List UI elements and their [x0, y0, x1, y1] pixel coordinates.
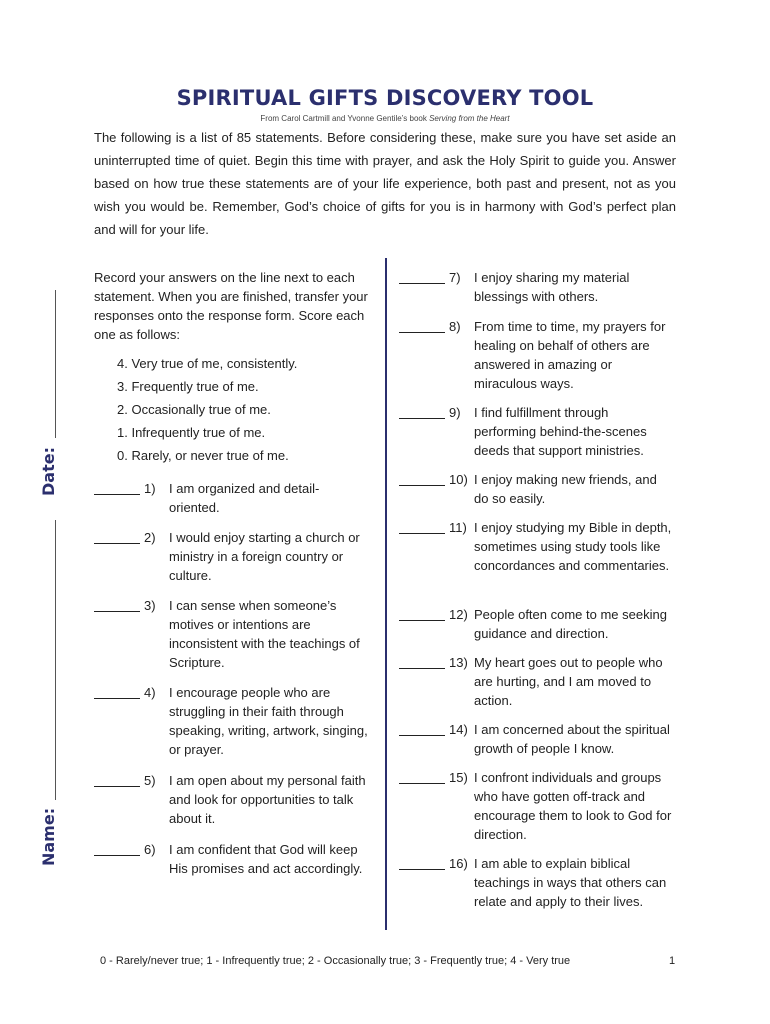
- scale-item: 1. Infrequently true of me.: [117, 425, 266, 440]
- intro-paragraph: The following is a list of 85 statements. Before considering these, make sure you have set aside an uninterrupted time of quiet. Begin this time with prayer, and ask the Holy Spirit to guide you. Answer based on how true these statements are of your life experience, both past and present, not as you wish you would be. Remember, God’s choice of gifts for you is in harmony with God’s perfect plan and will for your life.: [94, 130, 676, 237]
- name-line[interactable]: [55, 520, 56, 800]
- statement-text: I am confident that God will keep His promises and act accordingly.: [169, 842, 363, 876]
- answer-blank[interactable]: [94, 494, 140, 495]
- statement-number: 13): [449, 655, 468, 670]
- statement-number: 16): [449, 856, 468, 871]
- statement-text: I find fulfillment through performing behind-the-scenes deeds that support ministries.: [474, 405, 647, 458]
- answer-blank[interactable]: [399, 783, 445, 784]
- answer-blank[interactable]: [94, 698, 140, 699]
- statement-text: I am concerned about the spiritual growth of people I know.: [474, 722, 670, 756]
- statement-number: 9): [449, 405, 461, 420]
- statement-number: 4): [144, 685, 156, 700]
- statement-number: 11): [449, 520, 467, 535]
- answer-blank[interactable]: [399, 620, 445, 621]
- page-number: 1: [669, 955, 676, 967]
- answer-blank[interactable]: [399, 533, 445, 534]
- answer-blank[interactable]: [94, 611, 140, 612]
- statement-number: 6): [144, 842, 156, 857]
- statement-text: My heart goes out to people who are hurting, and I am moved to action.: [474, 655, 663, 708]
- answer-blank[interactable]: [399, 418, 445, 419]
- statement-text: I am able to explain biblical teachings in ways that others can relate and apply to their lives.: [474, 856, 667, 909]
- statement-number: 8): [449, 319, 461, 334]
- score-scale: [117, 352, 367, 467]
- answer-blank[interactable]: [399, 283, 445, 284]
- answer-blank[interactable]: [94, 786, 140, 787]
- column-divider: [385, 258, 387, 930]
- answer-blank[interactable]: [399, 668, 445, 669]
- statement-text: From time to time, my prayers for healing on behalf of others are answered in amazing or miraculous ways.: [474, 319, 666, 391]
- answer-blank[interactable]: [399, 869, 445, 870]
- statement-text: People often come to me seeking guidance and direction.: [474, 607, 667, 641]
- statement-text: I enjoy sharing my material blessings with others.: [474, 270, 630, 304]
- statement-text: I enjoy making new friends, and do so easily.: [474, 472, 657, 506]
- statement-number: 2): [144, 530, 156, 545]
- answer-blank[interactable]: [399, 332, 445, 333]
- answer-blank[interactable]: [399, 485, 445, 486]
- date-label: Date:: [39, 447, 58, 496]
- statement-text: I confront individuals and groups who have gotten off-track and encourage them to look to God for direction.: [474, 770, 672, 842]
- statement-number: 12): [449, 607, 468, 622]
- source-book-title: Serving from the Heart: [429, 114, 510, 123]
- scale-item: 2. Occasionally true of me.: [117, 402, 271, 417]
- scale-item: 0. Rarely, or never true of me.: [117, 448, 289, 463]
- date-line[interactable]: [55, 290, 56, 438]
- statement-text: I can sense when someone’s motives or intentions are inconsistent with the teachings of Scripture.: [169, 598, 360, 670]
- answer-blank[interactable]: [94, 543, 140, 544]
- statement-text: I am open about my personal faith and look for opportunities to talk about it.: [169, 773, 366, 826]
- footer-scale-key: 0 - Rarely/never true; 1 - Infrequently true; 2 - Occasionally true; 3 - Frequently true; 4 - Very true: [100, 955, 571, 967]
- page-title: SPIRITUAL GIFTS DISCOVERY TOOL: [176, 86, 594, 110]
- statement-number: 7): [449, 270, 461, 285]
- statement-number: 1): [144, 481, 156, 496]
- answer-blank[interactable]: [399, 735, 445, 736]
- statement-number: 14): [449, 722, 468, 737]
- statement-text: I would enjoy starting a church or ministry in a foreign country or culture.: [169, 530, 360, 583]
- name-label: Name:: [39, 807, 58, 866]
- scale-item: 3. Frequently true of me.: [117, 379, 259, 394]
- source-prefix: From Carol Cartmill and Yvonne Gentile’s book: [260, 114, 430, 123]
- scale-item: 4. Very true of me, consistently.: [117, 356, 298, 371]
- answer-blank[interactable]: [94, 855, 140, 856]
- instructions-text: Record your answers on the line next to each statement. When you are finished, transfer your responses onto the response form. Score each one as follows:: [94, 270, 368, 342]
- statement-number: 15): [449, 770, 468, 785]
- statement-number: 5): [144, 773, 156, 788]
- statement-text: I encourage people who are struggling in their faith through speaking, writing, artwork, singing, or prayer.: [169, 685, 368, 757]
- source-citation: [0, 114, 770, 123]
- statement-number: 3): [144, 598, 156, 613]
- statement-text: I am organized and detail-oriented.: [169, 481, 320, 515]
- statement-number: 10): [449, 472, 468, 487]
- statement-text: I enjoy studying my Bible in depth, sometimes using study tools like concordances and commentaries.: [474, 520, 672, 573]
